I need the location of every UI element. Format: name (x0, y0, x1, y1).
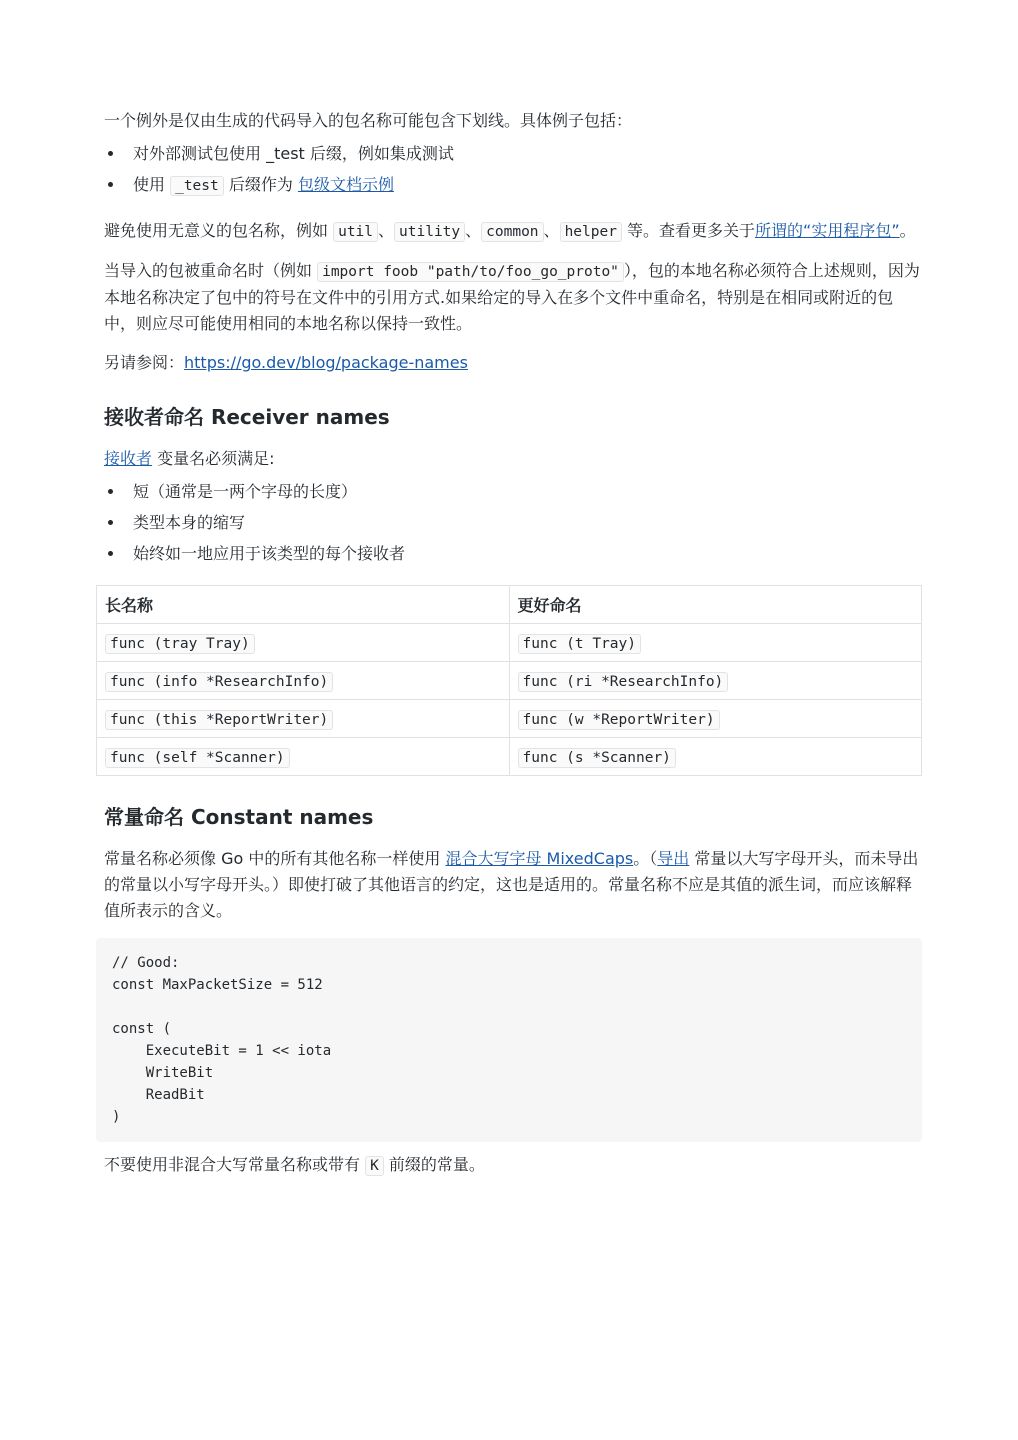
paragraph-text: 。（ (633, 849, 658, 868)
inline-code: func (w *ReportWriter) (518, 710, 720, 730)
separator: 、 (378, 221, 395, 240)
table-row (97, 738, 922, 776)
table-cell (97, 624, 510, 662)
list-item (104, 138, 920, 169)
inline-code: helper (560, 222, 622, 242)
constant-paragraph (104, 846, 920, 924)
final-paragraph (104, 1152, 920, 1179)
paragraph-text: 当导入的包被重命名时（例如 (104, 261, 318, 280)
receiver-names-table (96, 585, 922, 776)
list-item-text: 类型本身的缩写 (133, 513, 246, 532)
rename-paragraph (104, 258, 920, 337)
table-cell (509, 738, 922, 776)
table-row (97, 624, 922, 662)
inline-code: import foob "path/to/foo_go_proto" (317, 262, 624, 282)
utility-packages-link[interactable]: 所谓的“实用程序包” (755, 221, 900, 240)
table-cell (509, 700, 922, 738)
receiver-link[interactable]: 接收者 (104, 449, 153, 468)
inline-code: common (481, 222, 543, 242)
inline-code: func (s *Scanner) (518, 748, 676, 768)
list-item (104, 169, 920, 202)
list-item-text: 始终如一地应用于该类型的每个接收者 (133, 544, 406, 563)
paragraph-text: 前缀的常量。 (383, 1155, 485, 1174)
paragraph-text: 等。查看更多关于 (621, 221, 756, 240)
table-cell (97, 662, 510, 700)
table-row (97, 662, 922, 700)
table-cell (97, 738, 510, 776)
see-also-paragraph (104, 350, 920, 376)
list-item-text: 短（通常是一两个字母的长度） (133, 482, 358, 501)
separator: 、 (543, 221, 560, 240)
inline-code: func (ri *ResearchInfo) (518, 672, 729, 692)
avoid-paragraph (104, 218, 920, 245)
list-item (104, 476, 920, 507)
code-block: // Good: const MaxPacketSize = 512 const ( ExecuteBit = 1 << iota WriteBit ReadBit ) (96, 938, 922, 1142)
inline-code: util (333, 222, 378, 242)
see-also-label: 另请参阅： (104, 353, 185, 372)
inline-code: func (self *Scanner) (105, 748, 290, 768)
paragraph-text: ），包的本地名称必须符合上述规则，因为本地名称决定了包中的符号在文件中的引用方式.如果给定的导入在多个文件中重命名，特别是在相同或附近的包中，则应尽可能使用相同的本地名称以保持一致性。 (104, 261, 920, 333)
receiver-names-heading: 接收者命名 Receiver names (104, 405, 390, 429)
paragraph-text: 变量名必须满足: (152, 449, 275, 468)
inline-code: K (365, 1156, 384, 1176)
paragraph-text: 常量名称必须像 Go 中的所有其他名称一样使用 (104, 849, 446, 868)
table-header-row (97, 586, 922, 624)
table-header-long-name: 长名称 (97, 586, 510, 624)
paragraph-text: 避免使用无意义的包名称，例如 (104, 221, 334, 240)
package-names-link[interactable]: https://go.dev/blog/package-names (184, 353, 468, 372)
package-doc-example-link[interactable]: 包级文档示例 (297, 175, 394, 194)
list-item (104, 538, 920, 569)
intro-paragraph: 一个例外是仅由生成的代码导入的包名称可能包含下划线。具体例子包括： (104, 111, 633, 130)
mixedcaps-link[interactable]: 混合大写字母 MixedCaps (445, 849, 634, 868)
table-row (97, 700, 922, 738)
receiver-intro (104, 446, 920, 472)
document-page (104, 108, 920, 1179)
receiver-rules-list (104, 476, 920, 569)
separator: 、 (465, 221, 482, 240)
table-cell (97, 700, 510, 738)
paragraph-text: 常量以大写字母开头，而未导出的常量以小写字母开头。）即使打破了其他语言的约定，这也是适用的。常量名称不应是其值的派生词，而应该解释值所表示的含义。 (104, 849, 919, 920)
inline-code: func (t Tray) (518, 634, 642, 654)
exception-list (104, 138, 920, 202)
list-item (104, 507, 920, 538)
list-item-text: 对外部测试包使用 _test 后缀，例如集成测试 (133, 144, 454, 163)
table-header-better-name: 更好命名 (509, 586, 922, 624)
inline-code: func (info *ResearchInfo) (105, 672, 333, 692)
paragraph-text: 。 (899, 221, 916, 240)
exported-link[interactable]: 导出 (657, 849, 690, 868)
inline-code: func (this *ReportWriter) (105, 710, 333, 730)
constant-names-heading: 常量命名 Constant names (104, 805, 374, 829)
inline-code: _test (170, 176, 224, 196)
table-cell (509, 662, 922, 700)
list-item-text: 后缀作为 (223, 175, 298, 194)
inline-code: func (tray Tray) (105, 634, 255, 654)
list-item-text: 使用 (133, 175, 171, 194)
paragraph-text: 不要使用非混合大写常量名称或带有 (104, 1155, 366, 1174)
table-cell (509, 624, 922, 662)
inline-code: utility (394, 222, 465, 242)
